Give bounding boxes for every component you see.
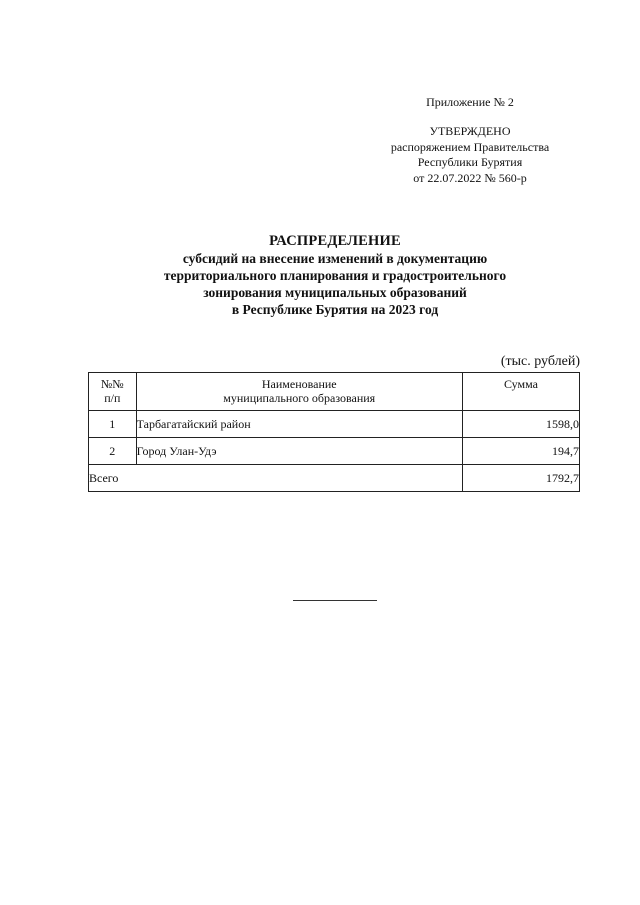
row-number: 1: [89, 411, 137, 438]
approval-line: распоряжением Правительства: [390, 139, 550, 154]
distribution-table: [88, 372, 580, 492]
row-sum: 1598,0: [462, 411, 579, 438]
header-name-line: муниципального образования: [223, 391, 376, 405]
title-main: РАСПРЕДЕЛЕНИЕ: [269, 233, 401, 249]
header-number: [89, 373, 137, 411]
table-header-row: [89, 373, 580, 411]
title-line: зонирования муниципальных образований: [203, 285, 467, 300]
end-separator-line: [293, 600, 377, 601]
appendix-label: Приложение № 2: [426, 95, 514, 109]
document-title: [90, 233, 580, 318]
table-total-row: [89, 465, 580, 492]
header-number-line: п/п: [104, 391, 121, 405]
total-sum: 1792,7: [462, 465, 579, 492]
table-row: [89, 438, 580, 465]
header-sum: Сумма: [462, 373, 579, 411]
approval-stamp: [370, 124, 570, 186]
title-line: территориального планирования и градостроительного: [163, 268, 507, 283]
total-label: Всего: [89, 465, 463, 492]
header-name: [136, 373, 462, 411]
approval-line: Республики Бурятия: [417, 155, 523, 169]
approval-line: УТВЕРЖДЕНО: [429, 124, 511, 138]
row-sum: 194,7: [462, 438, 579, 465]
title-line: в Республике Бурятия на 2023 год: [231, 302, 439, 317]
header-name-line: Наименование: [261, 377, 337, 391]
units-label: (тыс. рублей): [500, 354, 580, 369]
approval-line: от 22.07.2022 № 560-р: [413, 170, 527, 185]
row-name: Тарбагатайский район: [136, 411, 462, 438]
row-number: 2: [89, 438, 137, 465]
row-name: Город Улан-Удэ: [136, 438, 462, 465]
title-line: субсидий на внесение изменений в документацию: [182, 251, 488, 266]
header-number-line: №№: [100, 377, 124, 391]
table-row: [89, 411, 580, 438]
